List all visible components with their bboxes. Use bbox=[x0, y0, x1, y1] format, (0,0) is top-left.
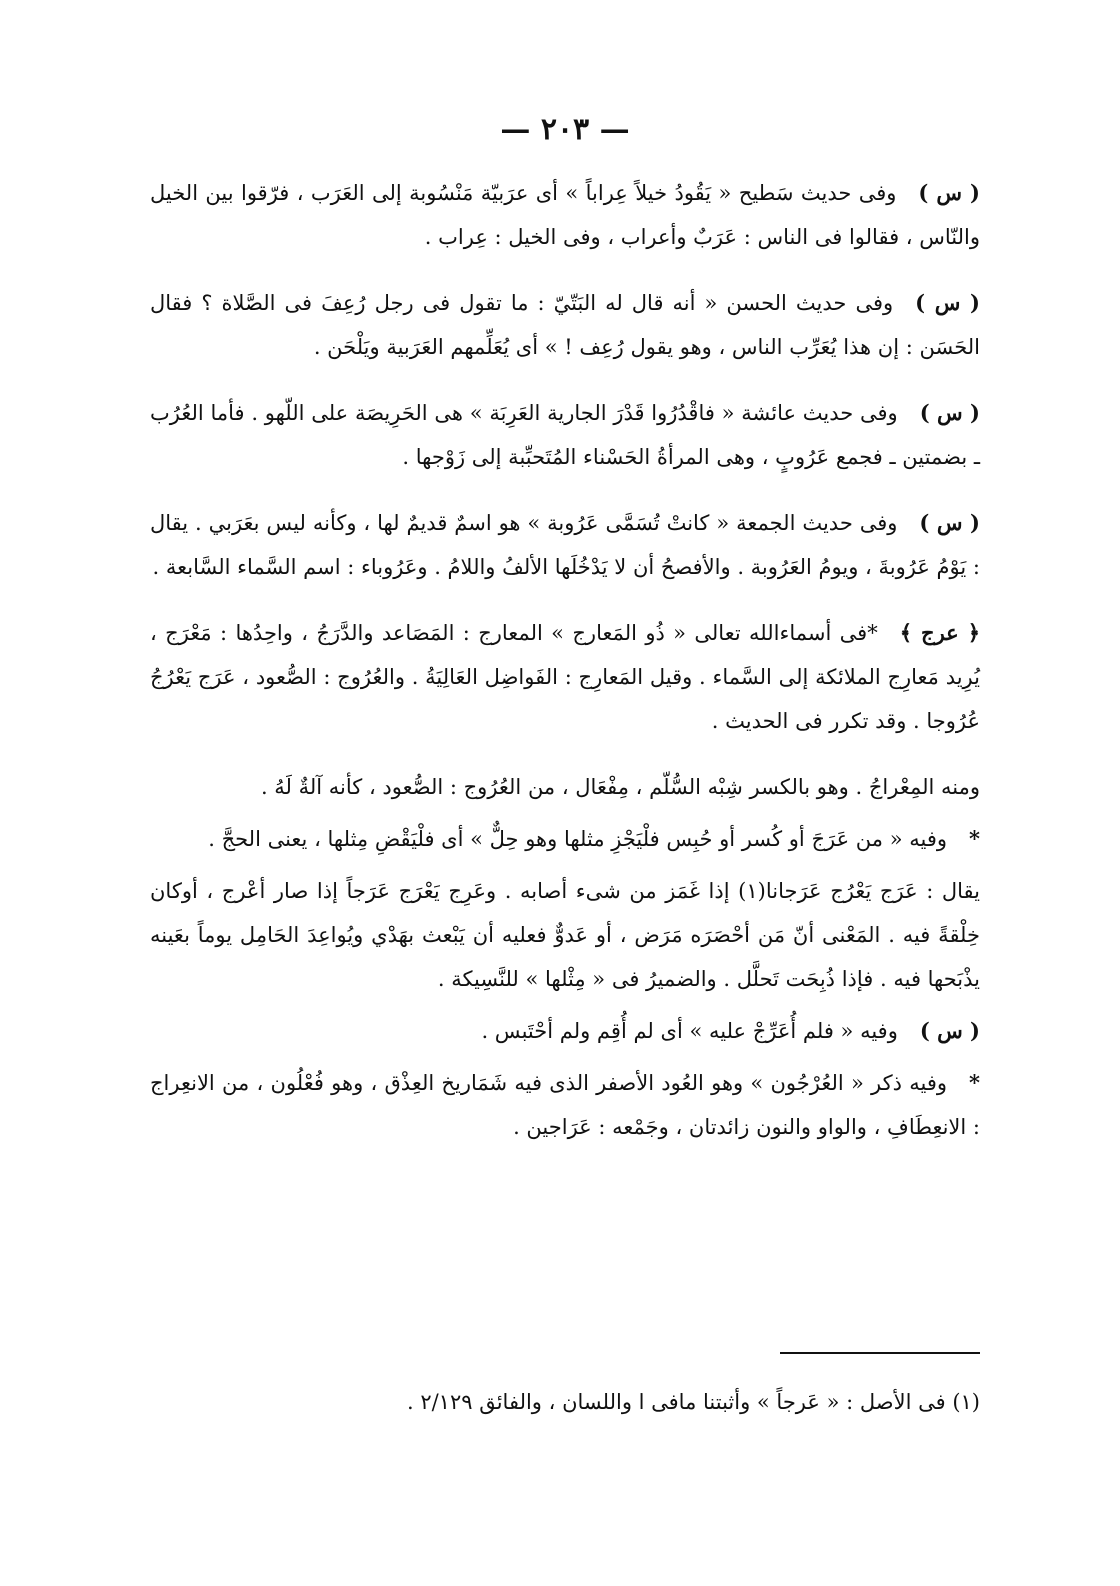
entry-paragraph-headword bbox=[150, 611, 980, 743]
entry-paragraph bbox=[150, 1061, 980, 1149]
entry-text: وفيه ذكر « العُرْجُون » وهو العُود الأصفر الذى فيه شَمَاريخ العِذْق ، وهو فُعْلُون ، من الانعِراج : الانعِطَافِ ، والواو والنون زائدتان ، وجَمْعه : عَرَاجين . bbox=[150, 1071, 980, 1139]
entry-paragraph bbox=[150, 281, 980, 369]
entry-text: وفى حديث عائشة « فاقْدُرُوا قَدْرَ الجارية العَرِبَة » هى الحَرِيصَة على اللّهو . فأما العُرُب ـ بضمتين ـ فجمع عَرُوبٍ ، وهى المرأةُ الحَسْناء المُتَحبِّبة إلى زَوْجها . bbox=[150, 401, 980, 469]
entry-paragraph bbox=[150, 765, 980, 809]
entry-text: *فى أسماءالله تعالى « ذُو المَعارج » المعارج : المَصَاعد والدَّرَجُ ، واحِدُها : مَعْرَج ، يُرِيد مَعارِج الملائكة إلى السَّماء . وقيل المَعارِج : الفَواضِل العَالِيَةُ . والعُرُوج : الصُّعود ، عَرَج يَعْرُجُ عُرُوجا . وقد تكرر فى الحديث . bbox=[150, 621, 980, 733]
entry-paragraph bbox=[150, 171, 980, 259]
entry-text: وفى حديث الجمعة « كانتْ تُسَمَّى عَرُوبة » هو اسمٌ قديمٌ لها ، وكأنه ليس بعَرَبي . يقال : يَوْمُ عَرُوبةَ ، ويومُ العَرُوبة . والأفصحُ أن لا يَدْخُلَها الألفُ واللامُ . وعَرُوباء : اسم السَّماء السَّابعة . bbox=[150, 511, 980, 579]
entry-marker: ( س ) bbox=[918, 180, 980, 205]
entry-marker: * bbox=[969, 1070, 980, 1095]
entry-text: وفى حديث سَطيح « يَقُودُ خيلاً عِراباً » أى عرَبيّة مَنْسُوبة إلى العَرَب ، فرّقوا بين الخيل والنّاس ، فقالوا فى الناس : عَرَبٌ وأعراب ، وفى الخيل : عِراب . bbox=[150, 181, 980, 249]
page-body bbox=[150, 112, 980, 1157]
entry-marker: ( س ) bbox=[915, 290, 980, 315]
entry-paragraph bbox=[150, 817, 980, 861]
entry-marker: * bbox=[969, 826, 980, 851]
page-number: — ٢٠٣ — bbox=[500, 112, 630, 147]
entry-text: وفيه « من عَرَجَ أو كُسر أو حُبِس فلْيَجْزِ مثلها وهو حِلٌّ » أى فلْيَقْضِ مِثلها ، يعنى الحجَّ . bbox=[208, 827, 948, 851]
entry-paragraph bbox=[150, 869, 980, 1001]
entry-text: وفيه « فلم أُعَرِّجْ عليه » أى لم أُقِم ولم أحْتَبس . bbox=[481, 1019, 898, 1043]
footnote: (١) فى الأصل : « عَرجاً » وأثبتنا مافى ا واللسان ، والفائق ٢/١٢٩ . bbox=[406, 1390, 980, 1414]
headword-marker: ﴿ عرج ﴾ bbox=[899, 620, 980, 645]
entry-paragraph bbox=[150, 391, 980, 479]
entry-marker: ( س ) bbox=[919, 400, 980, 425]
entry-paragraph bbox=[150, 501, 980, 589]
entry-text: يقال : عَرَج يَعْرُج عَرَجانا(١) إذا غَمَز من شىء أصابه . وعَرِج يَعْرَج عَرَجاً إذا صار أعْرج ، أوكان خِلْقةً فيه . المَعْنى أنّ مَن أحْصَرَه مَرَض ، أو عَدوٌّ فعليه أن يَبْعث بهَدْي ويُواعِدَ الحَامِل يوماً بعَينه يذْبَحها فيه . فإذا ذُبِحَت تَحلَّل . والضميرُ فى « مِثْلها » للنَّسِيكة . bbox=[150, 879, 981, 991]
entry-text: ومنه المِعْراجُ . وهو بالكسر شِبْه السُّلّم ، مِفْعَال ، من العُرُوج : الصُّعود ، كأنه آلةٌ لَهُ . bbox=[260, 775, 980, 799]
entry-marker: ( س ) bbox=[919, 510, 980, 535]
entry-paragraph bbox=[150, 1009, 980, 1053]
entry-marker: ( س ) bbox=[919, 1018, 980, 1043]
entry-text: وفى حديث الحسن « أنه قال له البَتّيّ : ما تقول فى رجل رُعِفَ فى الصَّلاة ؟ فقال الحَسَن : إن هذا يُعَرِّب الناس ، وهو يقول رُعِف ! » أى يُعَلِّمهم العَرَبية ويَلْحَن . bbox=[150, 291, 980, 359]
